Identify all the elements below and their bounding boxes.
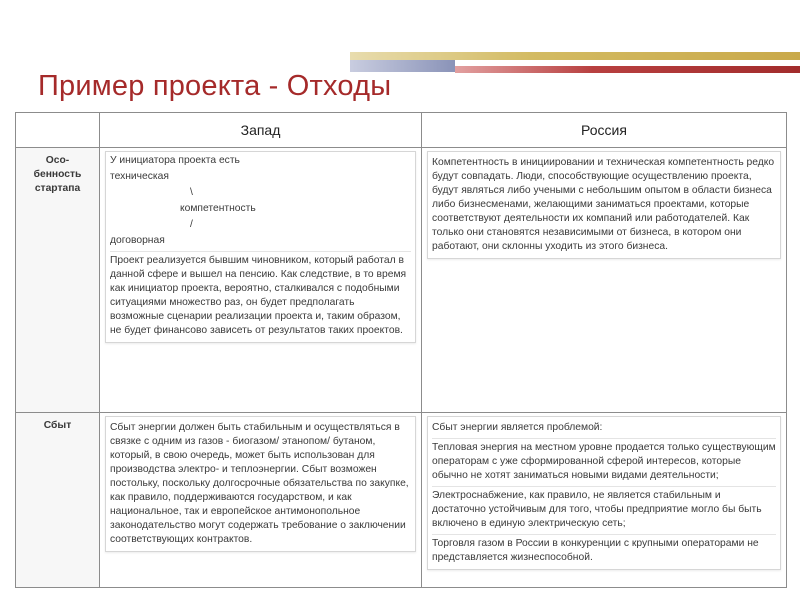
paragraph: Сбыт энергии является проблемой: — [432, 422, 603, 433]
row-label-line: стартапа — [34, 183, 81, 194]
paragraph: Проект реализуется бывшим чиновником, который работал в данной сфере и вышел на пенсию. Как следствие, в то время как инициатор проекта, вероятно, сталкивался с подобными ситуациями множество раз, он будет предполагать возможные сценарии реализации проекта и, таким образом, не будет финансово зависеть от результатов таких проектов. — [110, 251, 411, 338]
header-west: Запад — [100, 113, 422, 148]
paragraph: Сбыт энергии должен быть стабильным и осуществляться в связке с одним из газов - биогазом/ этанопом/ бутаном, который, в свою очередь, может быть использован для производства электро- и теплоэнергии. Сбыт возможен постольку, поскольку долгосрочные обязательства по закупке, как правило, поддерживаются государством, и как национальное, так и европейское антимонопольное законодательство могут содержать требование о заключении соответствующих контрактов. — [110, 422, 409, 545]
diagram-line: договорная — [110, 235, 165, 246]
decorative-bar-gold — [350, 52, 800, 60]
cell-west-sales — [100, 413, 422, 588]
row-label-sales — [16, 413, 100, 588]
diagram-line: У инициатора проекта есть — [110, 155, 240, 166]
text-box — [427, 416, 781, 570]
paragraph: Тепловая энергия на местном уровне продается только существующим операторам с уже сформированной сферой интересов, которые обычно не хотят заниматься новыми видами деятельности; — [432, 438, 776, 483]
table-row-sales — [16, 413, 787, 588]
row-label-line: Сбыт — [43, 420, 72, 431]
row-label-startup — [16, 148, 100, 413]
decorative-bar-red — [455, 66, 800, 73]
row-label-line: бенность — [33, 169, 82, 180]
text-box — [427, 151, 781, 259]
text-box — [105, 151, 416, 343]
diagram-line: / — [190, 219, 193, 230]
table-header-row — [16, 113, 787, 148]
table-row-startup — [16, 148, 787, 413]
header-russia: Россия — [422, 113, 787, 148]
cell-west-startup — [100, 148, 422, 413]
paragraph: Торговля газом в России в конкуренции с крупными операторами не представляется жизнеспособной. — [432, 534, 776, 565]
row-label-line: Осо- — [45, 155, 70, 166]
slide-title: Пример проекта - Отходы — [38, 70, 392, 102]
diagram-line: компетентность — [180, 203, 256, 214]
cell-russia-startup — [422, 148, 787, 413]
paragraph: Электроснабжение, как правило, не является стабильным и достаточно устойчивым для того, чтобы предприятие могло бы быть включено в единую электрическую сеть; — [432, 486, 776, 531]
diagram-line: техническая — [110, 171, 169, 182]
diagram-line: \ — [190, 187, 193, 198]
comparison-table — [15, 112, 787, 588]
text-box — [105, 416, 416, 552]
header-corner — [16, 113, 100, 148]
cell-russia-sales — [422, 413, 787, 588]
paragraph: Компетентность в инициировании и техническая компетентность редко будут совпадать. Люди, способствующие осуществлению проекта, будут являться либо учеными с небольшим опытом в области бизнеса либо бизнесменами, желающими заниматься проектами, которые соответствуют деятельности их компаний или работодателей. Как только они становятся независимыми от бизнеса, в котором они работают, они склонны уходить из этого бизнеса. — [432, 157, 775, 252]
